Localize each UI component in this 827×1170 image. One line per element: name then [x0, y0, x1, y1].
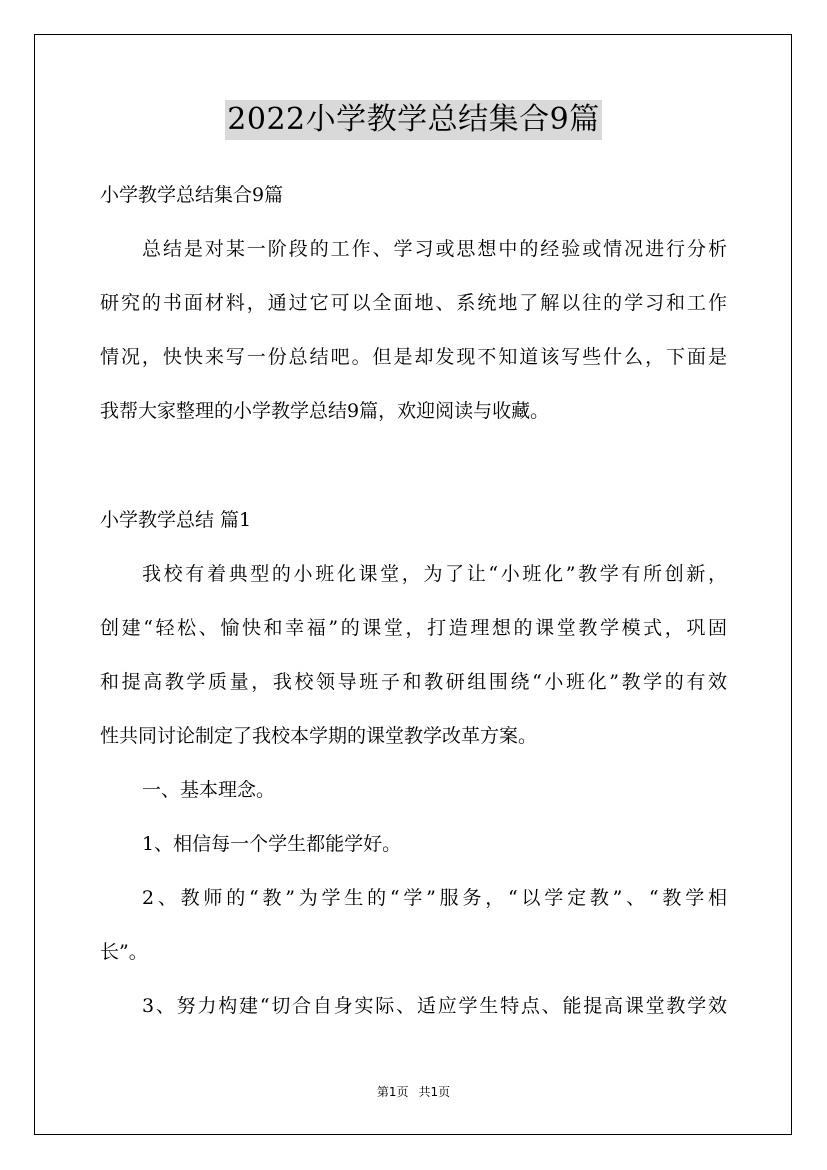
section1-line-2: 创建“轻松、愉快和幸福”的课堂，打造理想的课堂教学模式，巩固 [100, 617, 727, 639]
page-number-total: 共1页 [418, 1085, 451, 1099]
intro-line-3: 情况，快快来写一份总结吧。但是却发现不知道该写些什么，下面是 [100, 346, 727, 368]
page-number-current: 第1页 [376, 1085, 409, 1099]
section1-line-4: 性共同讨论制定了我校本学期的课堂教学改革方案。 [100, 725, 538, 747]
intro-line-2: 研究的书面材料，通过它可以全面地、系统地了解以往的学习和工作 [100, 292, 727, 314]
title-container [0, 100, 827, 140]
intro-line-1: 总结是对某一阶段的工作、学习或思想中的经验或情况进行分析 [142, 238, 727, 260]
basic-concept-heading: 一、基本理念。 [142, 779, 276, 801]
document-subtitle: 小学教学总结集合9篇 [100, 184, 284, 206]
list-item-1: 1、相信每一个学生都能学好。 [142, 833, 402, 855]
list-item-3: 3、努力构建“切合自身实际、适应学生特点、能提高课堂教学效 [142, 995, 727, 1017]
document-title: 2022小学教学总结集合9篇 [225, 100, 601, 140]
list-item-2-line-1: 2、教师的“教”为学生的“学”服务，“以学定教”、“教学相 [142, 887, 727, 909]
list-item-2-line-2: 长”。 [100, 941, 148, 963]
page-footer [0, 1084, 827, 1100]
section1-line-3: 和提高教学质量，我校领导班子和教研组围绕“小班化”教学的有效 [100, 671, 727, 693]
section-heading: 小学教学总结 篇1 [100, 509, 252, 531]
intro-line-4: 我帮大家整理的小学教学总结9篇，欢迎阅读与收藏。 [100, 400, 550, 422]
section1-line-1: 我校有着典型的小班化课堂，为了让“小班化”教学有所创新， [142, 563, 727, 585]
